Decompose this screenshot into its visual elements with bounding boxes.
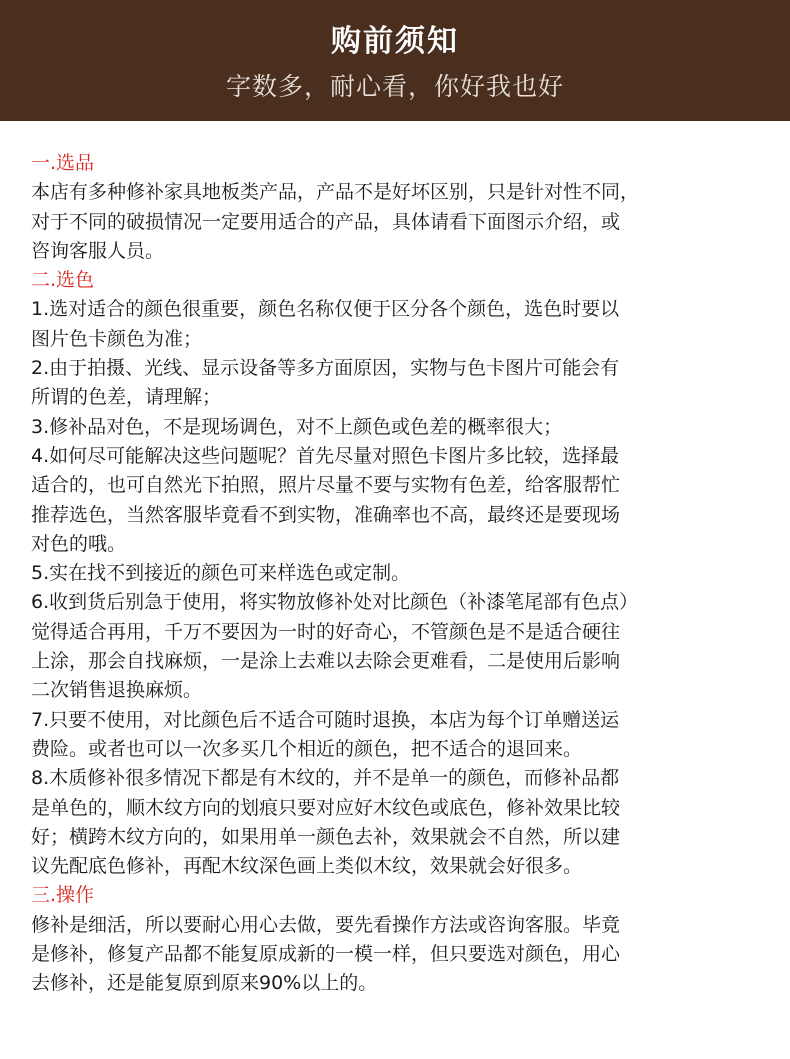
section-heading-select-color: 二.选色 — [31, 269, 95, 292]
page-subtitle: 字数多，耐心看，你好我也好 — [225, 72, 564, 101]
section-heading-select-product: 一.选品 — [31, 152, 95, 174]
paragraph-line: 1.选对适合的颜色很重要，颜色名称仅便于区分各个颜色，选色时要以 — [31, 298, 620, 321]
paragraph-line: 8.木质修补很多情况下都是有木纹的，并不是单一的颜色，而修补品都 — [31, 767, 620, 790]
paragraph-line: 所谓的色差，请理解； — [31, 386, 222, 409]
header-banner — [0, 0, 790, 121]
paragraph-line: 是修补，修复产品都不能复原成新的一模一样，但只要选对颜色，用心 — [31, 943, 621, 966]
paragraph-line: 是单色的，顺木纹方向的划痕只要对应好木纹色或底色，修补效果比较 — [31, 796, 621, 819]
paragraph-line: 对于不同的破损情况一定要用适合的产品，具体请看下面图示介绍，或 — [31, 210, 621, 233]
paragraph-line: 觉得适合再用，千万不要因为一时的好奇心，不管颜色是不是适合硬往 — [31, 620, 621, 643]
page-title: 购前须知 — [331, 24, 459, 59]
paragraph-line: 适合的，也可自然光下拍照，照片尽量不要与实物有色差，给客服帮忙 — [31, 474, 621, 497]
paragraph-line: 上涂，那会自找麻烦，一是涂上去难以去除会更难看，二是使用后影响 — [31, 650, 621, 673]
section-heading-operation: 三.操作 — [31, 884, 95, 907]
paragraph-line: 修补是细活，所以要耐心用心去做，要先看操作方法或咨询客服。毕竟 — [31, 913, 621, 936]
paragraph-line: 6.收到货后别急于使用，将实物放修补处对比颜色（补漆笔尾部有色点） — [31, 591, 639, 614]
paragraph-line: 3.修补品对色，不是现场调色，对不上颜色或色差的概率很大； — [31, 415, 563, 438]
paragraph-line: 推荐选色，当然客服毕竟看不到实物，准确率也不高，最终还是要现场 — [31, 503, 621, 526]
paragraph-line: 2.由于拍摄、光线、显示设备等多方面原因，实物与色卡图片可能会有 — [31, 357, 620, 380]
paragraph-line: 费险。或者也可以一次多买几个相近的颜色，把不适合的退回来。 — [31, 737, 583, 760]
paragraph-line: 议先配底色修补，再配木纹深色画上类似木纹，效果就会好很多。 — [31, 855, 583, 878]
paragraph-line: 好；横跨木纹方向的，如果用单一颜色去补，效果就会不自然，所以建 — [31, 825, 621, 848]
paragraph-line: 本店有多种修补家具地板类产品，产品不是好坏区别，只是针对性不同， — [31, 181, 640, 204]
paragraph-line: 二次销售退换麻烦。 — [31, 679, 203, 702]
paragraph-line: 图片色卡颜色为准； — [31, 327, 203, 350]
paragraph-line: 5.实在找不到接近的颜色可来样选色或定制。 — [31, 562, 411, 585]
paragraph-line: 去修补，还是能复原到原来90%以上的。 — [31, 972, 378, 995]
paragraph-line: 对色的哦。 — [31, 532, 127, 555]
paragraph-line: 4.如何尽可能解决这些问题呢？首先尽量对照色卡图片多比较，选择最 — [31, 444, 620, 467]
paragraph-line: 7.只要不使用，对比颜色后不适合可随时退换，本店为每个订单赠送运 — [31, 708, 620, 731]
paragraph-line: 咨询客服人员。 — [31, 239, 165, 262]
notice-content — [0, 121, 790, 999]
